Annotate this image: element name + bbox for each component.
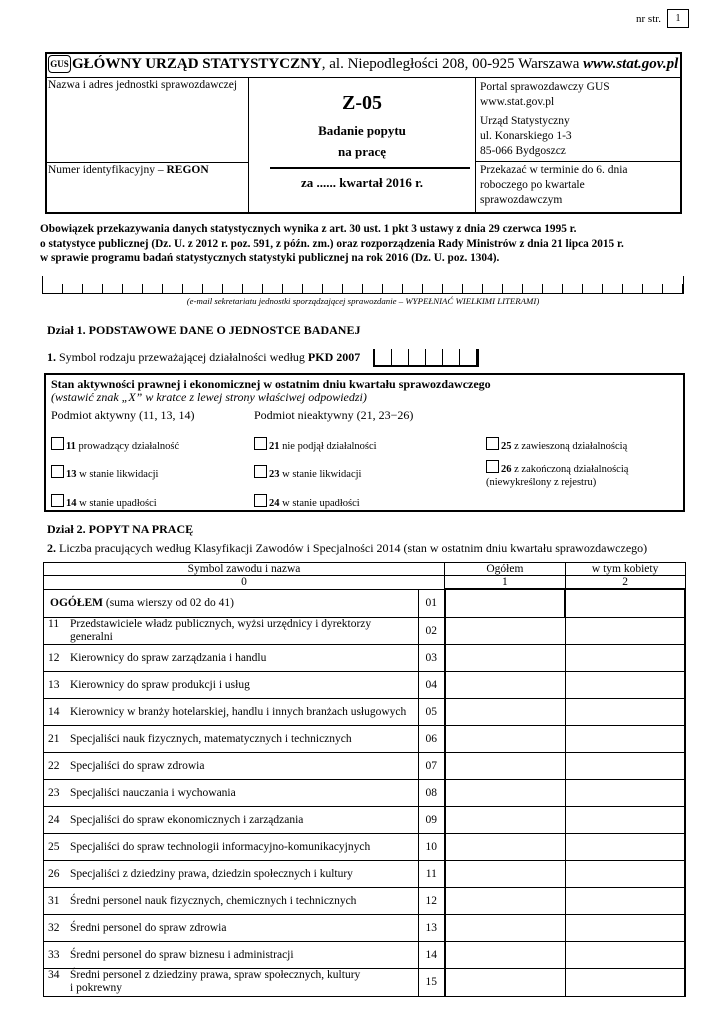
row-name-line: Średni personel z dziedziny prawa, spraw społecznych, kultury (70, 969, 361, 981)
row-number: 13 (419, 914, 445, 941)
gus-logo: GUS (48, 55, 71, 73)
table-row (44, 887, 686, 914)
portal-url[interactable]: www.stat.gov.pl (480, 96, 555, 108)
office-line: 85-066 Bydgoszcz (480, 145, 566, 157)
q2-number: 2. (47, 541, 56, 555)
row-number: 05 (419, 698, 445, 725)
deadline-info (480, 163, 628, 208)
form-title-2: na pracę (337, 144, 387, 159)
row-name-line2: generalni (70, 630, 113, 643)
row-number: 14 (419, 941, 445, 968)
checkbox[interactable] (254, 437, 267, 450)
input-women[interactable] (565, 968, 685, 996)
row-label (44, 941, 419, 968)
input-women[interactable] (565, 914, 685, 941)
option-26[interactable] (486, 460, 628, 489)
option-code: 25 (501, 441, 512, 452)
row-code: 13 (48, 678, 60, 691)
row-name: Kierownicy do spraw zarządzania i handlu (70, 651, 267, 664)
col-header-symbol: Symbol zawodu i nazwa (44, 563, 445, 576)
row-label (44, 752, 419, 779)
table-row-total (44, 589, 686, 617)
deadline-line: roboczego po kwartale (480, 179, 585, 191)
option-text: z zakończoną działalnością (511, 464, 629, 475)
row-name: Średni personel nauk fizycznych, chemicznych i technicznych (70, 894, 357, 907)
q2-text: Liczba pracujących według Klasyfikacji Zawodów i Specjalności 2014 (stan w ostatnim dniu kwartału sprawozdawczego) (56, 541, 648, 555)
row-number: 04 (419, 671, 445, 698)
option-text: prowadzący działalność (75, 441, 180, 452)
row-number: 01 (419, 589, 445, 617)
input-total[interactable] (445, 887, 566, 914)
divider (475, 77, 476, 213)
checkbox[interactable] (51, 465, 64, 478)
row-code: 12 (48, 651, 60, 664)
table-row (44, 860, 686, 887)
row-name (70, 969, 360, 995)
regon-label (48, 164, 209, 176)
input-total[interactable] (445, 698, 566, 725)
checkbox[interactable] (51, 494, 64, 507)
table-row (44, 779, 686, 806)
row-label (44, 833, 419, 860)
option-code: 23 (269, 469, 280, 480)
input-total[interactable] (445, 671, 566, 698)
table-row (44, 617, 686, 644)
deadline-line: sprawozdawczym (480, 194, 563, 206)
input-women[interactable] (565, 941, 685, 968)
row-number: 11 (419, 860, 445, 887)
pkd-code-input[interactable] (373, 349, 479, 367)
row-code: 31 (48, 894, 60, 907)
input-total[interactable] (445, 941, 566, 968)
regon-prefix: Numer identyfikacyjny – (48, 164, 167, 176)
row-label (44, 589, 419, 617)
q1-bold: PKD 2007 (307, 350, 361, 364)
checkbox[interactable] (254, 465, 267, 478)
input-women[interactable] (565, 860, 685, 887)
row-label (44, 644, 419, 671)
input-total[interactable] (445, 914, 566, 941)
divider (46, 77, 681, 78)
row-label (44, 914, 419, 941)
name-address-label: Nazwa i adres jednostki sprawozdawczej (48, 79, 238, 91)
checkbox[interactable] (51, 437, 64, 450)
row-number: 06 (419, 725, 445, 752)
total-label-rest: (suma wierszy od 02 do 41) (103, 597, 234, 609)
row-number: 12 (419, 887, 445, 914)
table-row (44, 914, 686, 941)
page-number-box[interactable]: 1 (667, 9, 689, 28)
option-code: 13 (66, 469, 77, 480)
row-number: 09 (419, 806, 445, 833)
row-code: 11 (48, 617, 60, 630)
table-row (44, 752, 686, 779)
occupations-table (43, 562, 686, 997)
input-total[interactable] (445, 779, 566, 806)
row-label-inner (48, 969, 418, 995)
q1-label (47, 350, 360, 365)
input-women[interactable] (565, 806, 685, 833)
active-label: Podmiot aktywny (11, 13, 14) (51, 408, 195, 422)
row-code: 24 (48, 813, 60, 826)
option-code: 11 (66, 441, 76, 452)
row-label (44, 860, 419, 887)
input-women[interactable] (565, 833, 685, 860)
divider (46, 162, 249, 163)
divider (476, 161, 681, 162)
table-row (44, 833, 686, 860)
regon-bold: REGON (166, 164, 209, 176)
q2-label (47, 541, 647, 556)
row-name: Średni personel do spraw zdrowia (70, 921, 227, 934)
option-text: nie podjął działalności (279, 441, 377, 452)
input-women[interactable] (565, 725, 685, 752)
obligation-line: Obowiązek przekazywania danych statystycznych wynika z art. 30 ust. 1 pkt 3 ustawy z dnia 29 czerwca 1995 r. (40, 223, 577, 235)
table-row (44, 968, 686, 996)
q1-text: Symbol rodzaju przeważającej działalności według (56, 350, 308, 364)
table-row (44, 725, 686, 752)
status-hint: (wstawić znak „X” w kratce z lewej strony właściwej odpowiedzi) (51, 390, 367, 404)
option-text: w stanie upadłości (76, 498, 157, 509)
row-number: 10 (419, 833, 445, 860)
email-note: (e-mail sekretariatu jednostki sporządzającej sprawozdanie – WYPEŁNIAĆ WIELKIMI LITERAMI) (186, 296, 540, 306)
row-number: 15 (419, 968, 445, 996)
option-23[interactable] (254, 465, 361, 480)
obligation-line: w sprawie programu badań statystycznych statystyki publicznej na rok 2016 (Dz. U. poz. 1304). (40, 252, 500, 264)
total-label-bold: OGÓŁEM (50, 597, 104, 609)
row-label (44, 779, 419, 806)
row-number: 07 (419, 752, 445, 779)
table-row (44, 698, 686, 725)
checkbox[interactable] (486, 460, 499, 473)
input-women[interactable] (565, 779, 685, 806)
row-name: Specjaliści nauk fizycznych, matematycznych i technicznych (70, 732, 352, 745)
input-women[interactable] (565, 752, 685, 779)
table-header-row (44, 563, 686, 576)
org-address: , al. Niepodległości 208, 00-925 Warszawa (321, 56, 580, 72)
deadline-line: Przekazać w terminie do 6. dnia (480, 164, 628, 176)
option-text-2: (niewykreślony z rejestru) (486, 477, 597, 488)
option-code: 26 (501, 464, 512, 475)
input-total[interactable] (445, 589, 566, 617)
form-title-1: Badanie popytu (318, 123, 406, 138)
row-name: Kierownicy do spraw produkcji i usług (70, 678, 250, 691)
option-25[interactable] (486, 437, 627, 452)
row-name-line2: i pokrewny (70, 982, 123, 994)
row-code: 34 (48, 969, 60, 981)
org-website[interactable]: www.stat.gov.pl (583, 56, 679, 72)
option-24[interactable] (254, 494, 360, 509)
row-code: 21 (48, 732, 60, 745)
table-row (44, 806, 686, 833)
input-total[interactable] (445, 860, 566, 887)
row-label-inner (48, 618, 418, 644)
input-women[interactable] (565, 617, 685, 644)
option-21[interactable] (254, 437, 377, 452)
row-name (70, 618, 371, 644)
row-name: Specjaliści do spraw ekonomicznych i zarządzania (70, 813, 304, 826)
input-total[interactable] (445, 644, 566, 671)
col-header-total: Ogółem (445, 563, 566, 576)
q1-number: 1. (47, 350, 56, 364)
portal-info (480, 80, 610, 110)
section1-title: Dział 1. PODSTAWOWE DANE O JEDNOSTCE BADANEJ (47, 323, 361, 337)
checkbox[interactable] (486, 437, 499, 450)
row-name: Specjaliści do spraw technologii informacyjno-komunikacyjnych (70, 840, 371, 853)
row-code: 22 (48, 759, 60, 772)
input-total[interactable] (445, 752, 566, 779)
col-header-women: w tym kobiety (565, 563, 685, 576)
row-code: 23 (48, 786, 60, 799)
obligation-line: o statystyce publicznej (Dz. U. z 2012 r. poz. 591, z późn. zm.) oraz rozporządzenia Rady Ministrów z dnia 21 lipca 2015 r. (40, 237, 624, 250)
org-name: GŁÓWNY URZĄD STATYSTYCZNY (72, 56, 322, 72)
row-number: 08 (419, 779, 445, 806)
legal-obligation (40, 222, 686, 266)
row-label (44, 617, 419, 644)
option-26-line (486, 460, 628, 476)
row-code: 32 (48, 921, 60, 934)
option-code: 21 (269, 441, 280, 452)
office-line: Urząd Statystyczny (480, 115, 570, 127)
page-number-label: nr str. (636, 13, 662, 25)
checkbox[interactable] (254, 494, 267, 507)
input-women[interactable] (565, 589, 685, 617)
option-11[interactable] (51, 437, 179, 452)
row-code: 33 (48, 948, 60, 961)
option-code: 14 (66, 498, 77, 509)
row-number: 03 (419, 644, 445, 671)
row-code: 25 (48, 840, 60, 853)
input-women[interactable] (565, 644, 685, 671)
option-text: z zawieszoną działalnością (511, 441, 628, 452)
input-total[interactable] (445, 833, 566, 860)
row-number: 02 (419, 617, 445, 644)
option-code: 24 (269, 498, 280, 509)
office-line: ul. Konarskiego 1-3 (480, 130, 572, 142)
input-women[interactable] (565, 698, 685, 725)
table-row (44, 671, 686, 698)
row-code: 14 (48, 705, 60, 718)
row-name: Specjaliści z dziedziny prawa, dziedzin społecznych i kultury (70, 867, 353, 880)
row-name: Specjaliści nauczania i wychowania (70, 786, 236, 799)
row-label (44, 725, 419, 752)
option-text: w stanie likwidacji (279, 469, 362, 480)
row-label (44, 887, 419, 914)
office-info (480, 114, 572, 159)
row-label (44, 968, 419, 996)
period: za ...... kwartał 2016 r. (301, 175, 423, 190)
row-label (44, 806, 419, 833)
table-row (44, 941, 686, 968)
input-total[interactable] (445, 725, 566, 752)
portal-line: Portal sprawozdawczy GUS (480, 81, 610, 93)
status-title: Stan aktywności prawnej i ekonomicznej w ostatnim dniu kwartału sprawozdawczego (51, 377, 491, 391)
row-name: Kierownicy w branży hotelarskiej, handlu i innych branżach usługowych (70, 705, 407, 718)
row-label (44, 698, 419, 725)
input-total[interactable] (445, 617, 566, 644)
form-code: Z-05 (342, 92, 382, 114)
inactive-label: Podmiot nieaktywny (21, 23−26) (254, 408, 414, 422)
input-women[interactable] (565, 671, 685, 698)
row-code: 26 (48, 867, 60, 880)
input-total[interactable] (445, 806, 566, 833)
row-name: Specjaliści do spraw zdrowia (70, 759, 205, 772)
row-name: Średni personel do spraw biznesu i administracji (70, 948, 294, 961)
col-index: 1 (445, 576, 566, 590)
col-index: 0 (44, 576, 445, 590)
row-name-line: Przedstawiciele władz publicznych, wyżsi urzędnicy i dyrektorzy (70, 617, 372, 630)
option-text: w stanie likwidacji (76, 469, 159, 480)
option-14[interactable] (51, 494, 157, 509)
table-row (44, 644, 686, 671)
input-women[interactable] (565, 887, 685, 914)
section2-title: Dział 2. POPYT NA PRACĘ (47, 522, 194, 536)
option-13[interactable] (51, 465, 158, 480)
row-label (44, 671, 419, 698)
input-total[interactable] (445, 968, 566, 996)
option-text: w stanie upadłości (279, 498, 360, 509)
table-index-row (44, 576, 686, 590)
header-title (72, 56, 678, 73)
email-input-cells[interactable] (42, 276, 684, 294)
col-index: 2 (565, 576, 685, 590)
divider (270, 167, 470, 169)
